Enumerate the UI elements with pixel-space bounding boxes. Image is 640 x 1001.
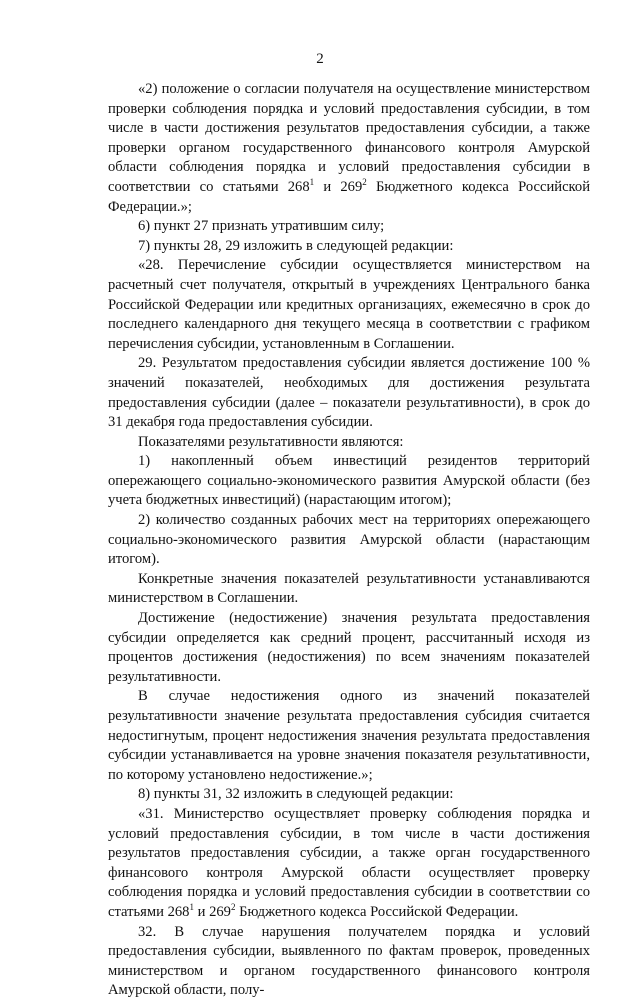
paragraph-item-7: 7) пункты 28, 29 изложить в следующей редакции: — [138, 237, 454, 254]
paragraph-point-29: 29. Результатом предоставления субсидии является достижение 100 % значений показателей, необходимых для достижения результата предоставления субсидии (далее – показатели результативности), в срок до 31 декабря года предоставления субсидии. — [108, 355, 590, 431]
paragraph-indicator-2: 2) количество созданных рабочих мест на территориях опережающего социально-экономического развития Амурской области (нарастающим итогом). — [108, 512, 590, 568]
superscript: 2 — [362, 177, 367, 188]
superscript: 2 — [230, 902, 236, 913]
paragraph-point-28: «28. Перечисление субсидии осуществляется министерством на расчетный счет получателя, открытый в учреждениях Центрального банка Российской Федерации или кредитных организациях, ежемесячно в срок до последнего календарного дня текущего месяца в соответствии с графиком перечисления субсидии, установленным в Соглашении. — [108, 257, 590, 352]
paragraph-specific-values: Конкретные значения показателей результативности устанавливаются министерством в Соглашении. — [108, 570, 590, 607]
paragraph-text: и 269 — [193, 903, 231, 920]
paragraph-indicators-intro: Показателями результативности являются: — [138, 433, 404, 450]
page-number: 2 — [316, 51, 324, 67]
superscript: 1 — [189, 902, 194, 913]
paragraph-consent-clause — [108, 80, 590, 217]
paragraph-text: и 269 — [314, 178, 363, 195]
paragraph-text: «31. Министерство осуществляет проверку соблюдения порядка и условий предоставления субсидии, в том числе в части достижения результатов предоставления субсидии, а также орган государственного финансового контроля Амурской области осуществляет проверку соблюдения порядка и условий предоставления субсидии в соответствии со статьями 268 — [108, 805, 590, 920]
paragraph-indicator-1: 1) накопленный объем инвестиций резидентов территорий опережающего социально-экономического развития Амурской области (без учета бюджетных инвестиций) (нарастающим итогом); — [108, 453, 590, 509]
paragraph-text: Бюджетного кодекса Российской Федерации. — [235, 903, 519, 920]
superscript: 1 — [309, 177, 315, 188]
document-body — [108, 80, 590, 1001]
paragraph-text: «2) положение о согласии получателя на осуществление министерством проверки соблюдения порядка и условий предоставления субсидии, в том числе в части достижения результатов предоставления субсидии, а также проверки органом государственного финансового контроля Амурской области соблюдения порядка и условий предоставления субсидии в соответствии со статьями 268 — [108, 81, 590, 195]
paragraph-item-6: 6) пункт 27 признать утратившим силу; — [138, 218, 385, 235]
paragraph-achievement: Достижение (недостижение) значения результата предоставления субсидии определяется как средний процент, рассчитанный исходя из процентов достижения (недостижения) по всем значениям показателей результативности. — [108, 610, 590, 685]
paragraph-point-32: 32. В случае нарушения получателем порядка и условий предоставления субсидии, выявленного по фактам проверок, проведенных министерством и органом государственного финансового контроля Амурской области, полу- — [108, 923, 590, 999]
paragraph-item-8: 8) пункты 31, 32 изложить в следующей редакции: — [138, 786, 454, 803]
paragraph-non-achievement: В случае недостижения одного из значений показателей результативности значение результата предоставления субсидия считается недостигнутым, процент недостижения значения результата предоставления субсидии устанавливается на уровне значения показателя результативности, по которому установлено недостижение.»; — [108, 688, 590, 783]
paragraph-text: Бюджетного кодекса Российской Федерации.»; — [108, 178, 591, 215]
